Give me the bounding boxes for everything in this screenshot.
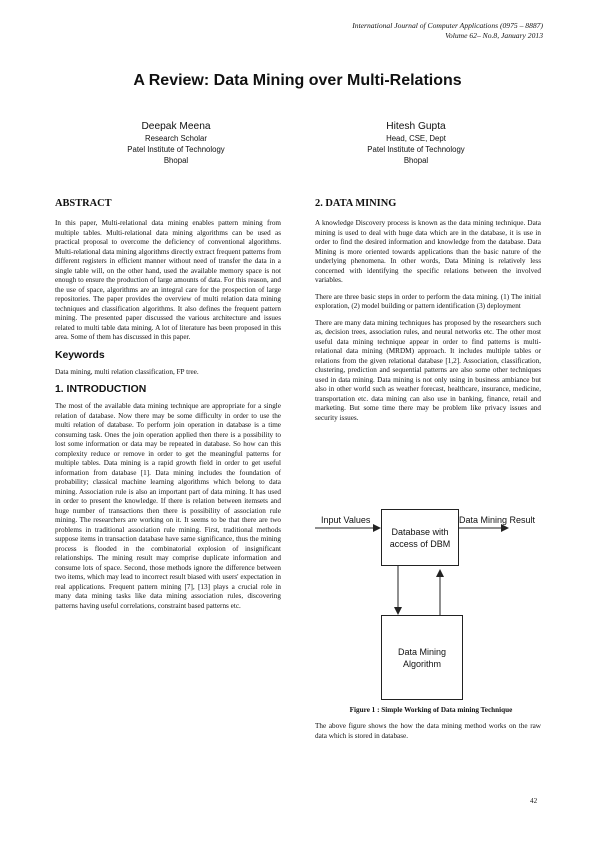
- after-figure-text: The above figure shows the how the data mining method works on the raw data which is stored in database.: [315, 722, 541, 740]
- figure-data-mining-diagram: [315, 509, 547, 699]
- arrow-input-head: [373, 524, 381, 532]
- input-values-label: Input Values: [321, 515, 371, 525]
- author-block-1: [66, 120, 286, 166]
- author-role: Head, CSE, Dept: [386, 134, 446, 143]
- journal-volume: Volume 62– No.8, January 2013: [445, 31, 543, 40]
- data-mining-paragraph-1: A knowledge Discovery process is known as the data mining technique. Data mining is used to deal with huge data which are in the database, it is use in order to find the desired information and knowledge from the database. Data Mining is more oriented towards applications than the basic nature of the underlying phenomena. In other words, Data Mining is relatively less concerned with identifying the specific relations between the involved variables.: [315, 219, 541, 284]
- figure-caption: Figure 1 : Simple Working of Data mining Technique: [349, 706, 513, 714]
- database-box: Database with access of DBM: [381, 509, 459, 566]
- arrow-output-head: [501, 524, 509, 532]
- data-mining-heading: 2. DATA MINING: [315, 198, 397, 209]
- introduction-heading: 1. INTRODUCTION: [55, 384, 147, 395]
- abstract-heading: ABSTRACT: [55, 198, 112, 209]
- author-name: Deepak Meena: [141, 121, 211, 132]
- right-column: [315, 198, 541, 430]
- author-city: Bhopal: [163, 156, 189, 165]
- algorithm-box: Data Mining Algorithm: [381, 615, 463, 700]
- page-number: 42: [530, 797, 538, 805]
- paper-title: A Review: Data Mining over Multi-Relations: [133, 72, 462, 89]
- abstract-text: In this paper, Multi-relational data mining enables pattern mining from multiple tables. Multi-relational data mining algorithms can be used as practical proposal to overcome the deficiency of conventional algorithms. Multi-relational data mining algorithms directly extract frequent patterns from different registers in efficient manner without need of transfer the data in a single table will, on the other hand, used the available memory space is not enough to ensure the production of large amounts of data. For this reason, and the use of space, algorithms are an integral care for the prospection of large repositories. The paper provides the overview of multi relation data mining techniques and classification algorithms. It also defines the frequent pattern mining. The presented paper discussed the various architecture and issues related to multi table data mining. A lot of literature has been proposed in this area. Some of them has discussed in this paper.: [55, 219, 281, 341]
- author-city: Bhopal: [403, 156, 429, 165]
- author-institute: Patel Institute of Technology: [127, 145, 225, 154]
- introduction-text: The most of the available data mining technique are appropriate for a single relation of database. Now there may be some difficulty in order to use the multi relation of database. To perform join operation in database is a time consuming task. Ones the join operation applied then there is a possibility to lost some information or data may be repeated in database. So how can this complexity reduce or remove in order to get the meaningful patterns for multiple tables. Data mining is a rapid growth field in order to get useful information from database [1]. Data mining includes the foundation of probability; classical machine learning algorithms which belong to data mining. Association rule is also an important part of data mining. It has used in order to present the knowledge. If there is relation between itemsets and huge number of transactions then there is possibility of association rule mining. The researchers are working on it. It seems to be that there are two problems in traditional association rule mining. First, traditional methods suppose items in transaction database have same significance, thus the mining process is flooded in the combinatorial explosion of insignificant relationships. The mining result may comprise duplicate information and consume lots of space. Second, those methods ignore the difference between two items, which may lead to incorrect result biased with users' expectation in real applications. Frequent pattern mining [7], [13] plays a crucial role in many data mining tasks like data mining association rules, discovering patterns having useful correlations, constraint based patterns etc.: [55, 402, 281, 610]
- arrow-up-head: [436, 569, 444, 577]
- left-column: [55, 198, 281, 618]
- arrow-down-head: [394, 607, 402, 615]
- data-mining-paragraph-2: There are three basic steps in order to perform the data mining. (1) The initial exploration, (2) model building or pattern identification (3) deployment: [315, 292, 541, 310]
- journal-name: International Journal of Computer Applications (0975 – 8887): [352, 21, 543, 30]
- author-role: Research Scholar: [145, 134, 207, 143]
- keywords-text: Data mining, multi relation classification, FP tree.: [55, 367, 199, 376]
- author-block-2: [306, 120, 526, 166]
- data-mining-paragraph-3: There are many data mining techniques has proposed by the researchers such as, decision trees, association rules, and neural networks etc. The other most useful data mining technique appear in order to find patterns is multi-relational data mining (MRDM) approach. It includes multiple tables or relations from the given relational database [1,2]. Association, classification, clustering, prediction and sequential patterns are also some other techniques used in data mining. Data mining is not only using in business ambiance but also in other world such as weather forecast, healthcare, insurance, medicine, transportation etc. data mining can also use in banking, finance, retail and marketing. But some time there may be problem like privacy issues and security issues.: [315, 318, 541, 422]
- journal-header: [352, 21, 543, 41]
- data-mining-result-label: Data Mining Result: [459, 515, 536, 525]
- author-institute: Patel Institute of Technology: [367, 145, 465, 154]
- author-name: Hitesh Gupta: [386, 121, 446, 132]
- keywords-heading: Keywords: [55, 349, 105, 361]
